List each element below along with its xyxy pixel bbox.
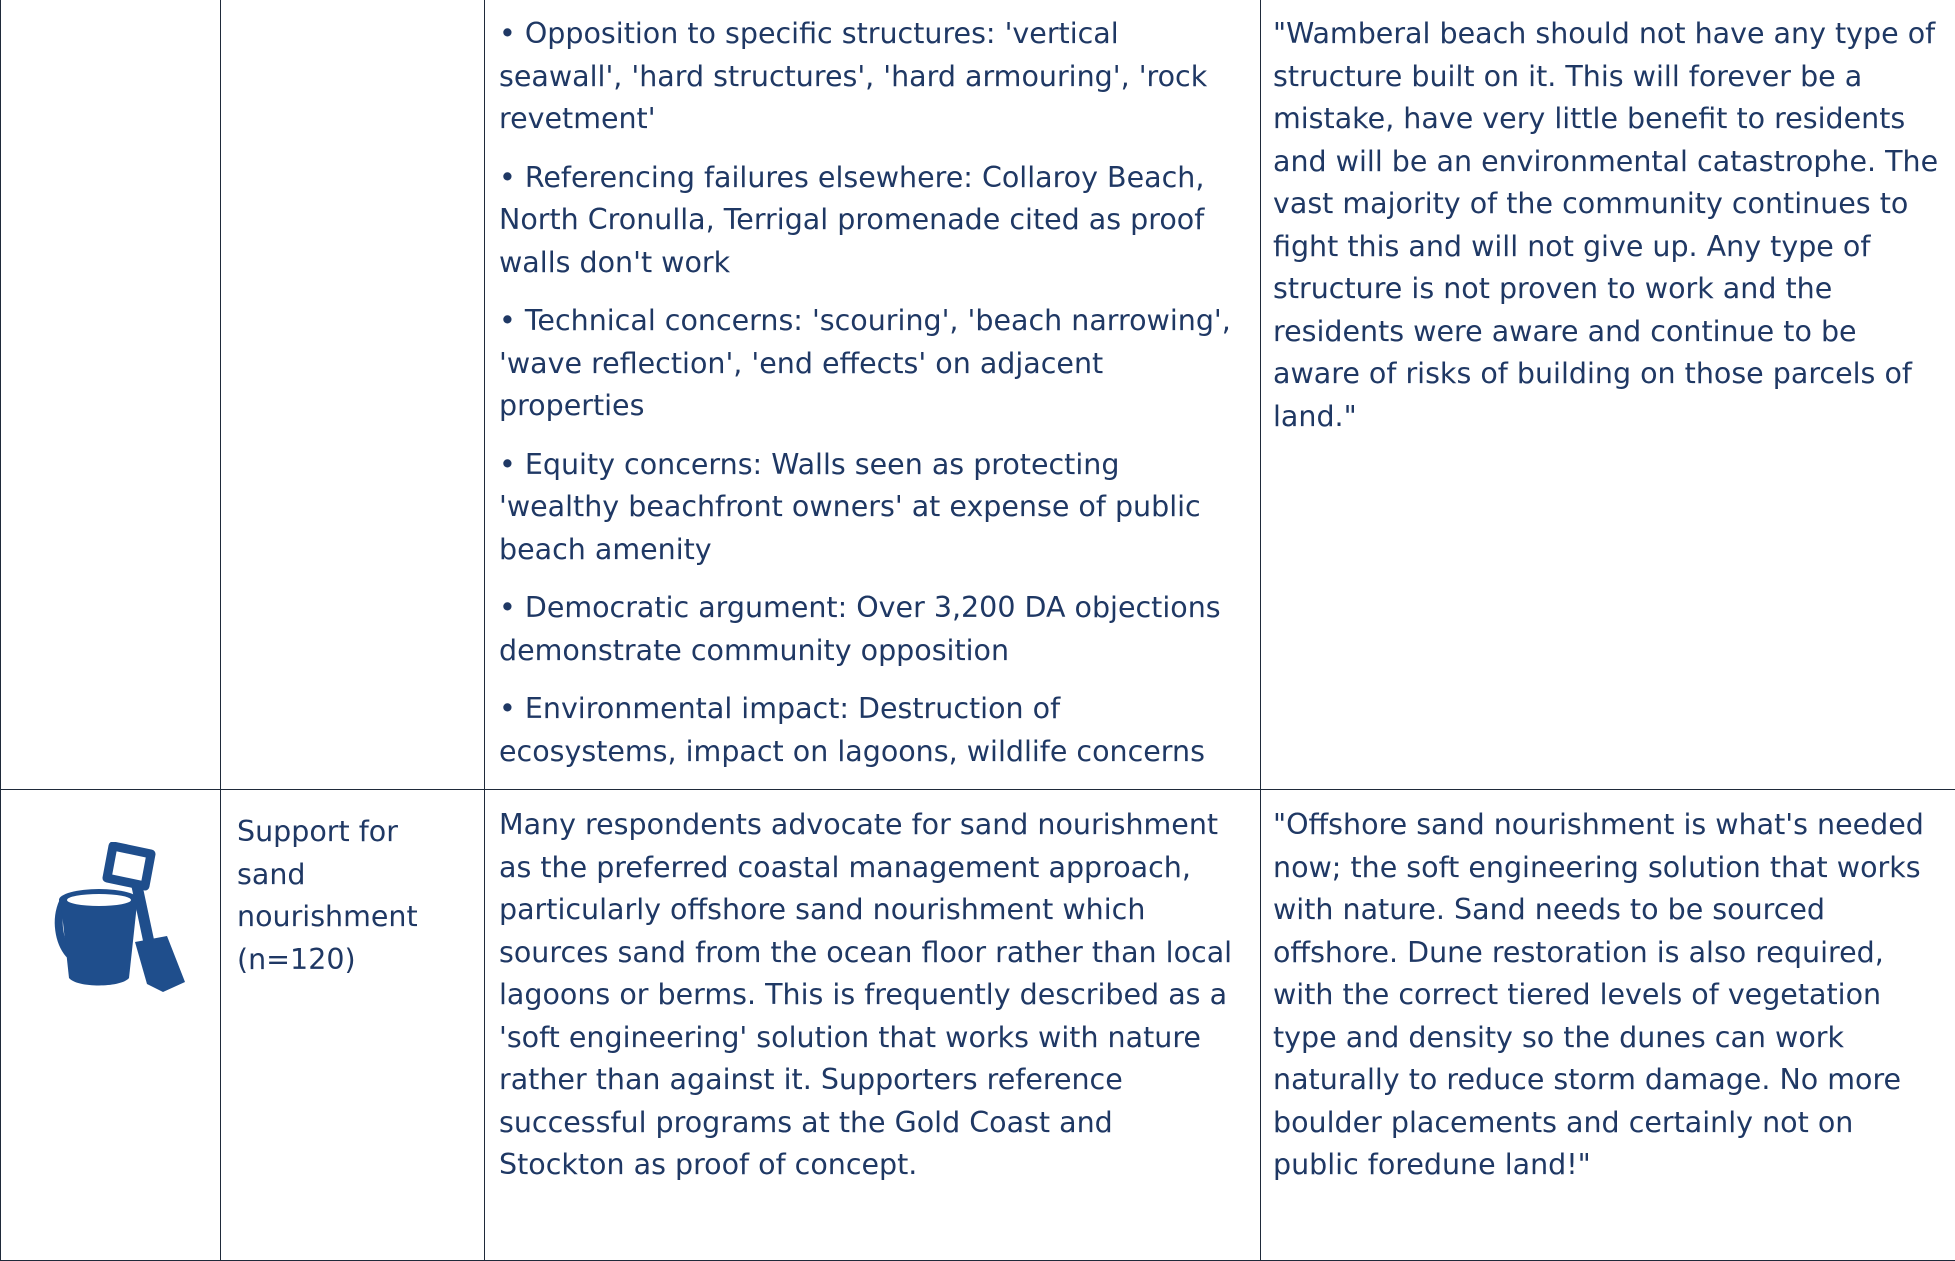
summary-bullet: • Environmental impact: Destruction of ecosystems, impact on lagoons, wildlife concerns: [499, 688, 1246, 773]
summary-bullet: • Democratic argument: Over 3,200 DA objections demonstrate community opposition: [499, 587, 1246, 672]
summary-cell: [485, 0, 1261, 790]
quote-text: "Wamberal beach should not have any type of structure built on it. This will forever be a mistake, have very little benefit to residents and will be an environmental catastrophe. The vast majority of the community continues to fight this and will not give up. Any type of structure is not proven to work and the residents were aware and continue to be aware of risks of building on those parcels of land.": [1261, 0, 1955, 448]
theme-label: Support for sand nourishment (n=120): [221, 790, 484, 981]
icon-cell: [1, 790, 221, 1261]
summary-cell: [485, 790, 1261, 1261]
quote-text: "Offshore sand nourishment is what's needed now; the soft engineering solution that works with nature. Sand needs to be sourced offshore. Dune restoration is also required, with the correct tiered levels of vegetation type and density so the dunes can work naturally to reduce storm damage. No more boulder placements and certainly not on public foredune land!": [1261, 790, 1955, 1197]
summary-text: Many respondents advocate for sand nourishment as the preferred coastal management approach, particularly offshore sand nourishment which sources sand from the ocean floor rather than local lagoons or berms. This is frequently described as a 'soft engineering' solution that works with nature rather than against it. Supporters reference successful programs at the Gold Coast and Stockton as proof of concept.: [485, 790, 1260, 1197]
icon-cell: [1, 0, 221, 790]
summary-bullet: • Equity concerns: Walls seen as protecting 'wealthy beachfront owners' at expense of public beach amenity: [499, 444, 1246, 572]
quote-cell: [1261, 0, 1955, 790]
summary-bullet: • Technical concerns: 'scouring', 'beach narrowing', 'wave reflection', 'end effects' on adjacent properties: [499, 300, 1246, 428]
theme-label-cell: [221, 790, 485, 1261]
theme-label-cell: [221, 0, 485, 790]
table-row: [1, 0, 1955, 790]
table-row: [1, 790, 1955, 1261]
summary-bullet: • Opposition to specific structures: 'vertical seawall', 'hard structures', 'hard armouring', 'rock revetment': [499, 13, 1246, 141]
summary-bullet: • Referencing failures elsewhere: Collaroy Beach, North Cronulla, Terrigal promenade cited as proof walls don't work: [499, 157, 1246, 285]
quote-cell: [1261, 790, 1955, 1261]
sand-bucket-spade-icon: [51, 842, 191, 992]
